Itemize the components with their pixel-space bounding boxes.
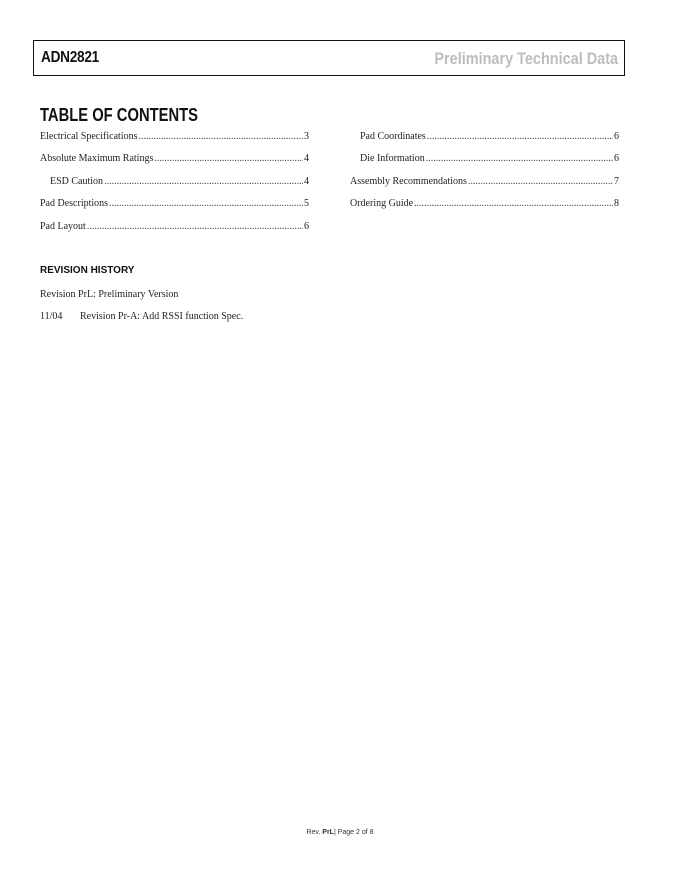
toc-entry-pad-layout[interactable] (40, 221, 309, 243)
toc-entry-label: Pad Descriptions (40, 198, 109, 210)
document-status: Preliminary Technical Data (434, 49, 618, 68)
toc-entry-label: Assembly Recommendations (350, 175, 467, 187)
toc-entry-ordering-guide[interactable] (350, 198, 619, 220)
toc-entry-page: 3 (304, 131, 309, 142)
page-header (33, 40, 625, 76)
toc-entry-pad-descriptions[interactable] (40, 198, 309, 220)
footer-rev-prefix: Rev. (306, 829, 323, 836)
toc-leader (414, 198, 613, 209)
toc-leader (87, 221, 303, 232)
toc-entry-label: Ordering Guide (350, 198, 414, 210)
toc-leader (427, 131, 613, 142)
toc-right-column (350, 131, 619, 221)
toc-heading: TABLE OF CONTENTS (40, 105, 198, 125)
toc-entry-die-information[interactable] (350, 153, 619, 175)
revision-text: Revision PrL: Preliminary Version (40, 289, 179, 300)
toc-leader (468, 176, 613, 187)
toc-entry-electrical-specifications[interactable] (40, 131, 309, 153)
toc-entry-label: Electrical Specifications (40, 131, 138, 142)
toc-entry-label: Absolute Maximum Ratings (40, 153, 154, 165)
toc-entry-label: ESD Caution (50, 175, 104, 187)
revision-date: 11/04 (40, 311, 63, 322)
toc-leader (426, 153, 613, 164)
toc-entry-label: Pad Coordinates (360, 131, 426, 142)
toc-leader (104, 176, 303, 187)
toc-left-column (40, 131, 309, 243)
revision-history-heading: REVISION HISTORY (40, 265, 135, 276)
revision-entry (40, 311, 243, 322)
toc-leader (154, 153, 303, 164)
toc-entry-page: 6 (614, 153, 619, 165)
toc-entry-page: 6 (614, 131, 619, 142)
footer-rev-code: PrL (322, 829, 334, 836)
toc-entry-assembly-recommendations[interactable] (350, 176, 619, 198)
toc-entry-page: 4 (304, 153, 309, 165)
toc-entry-label: Die Information (360, 153, 425, 165)
revision-text: Revision Pr-A: Add RSSI function Spec. (80, 311, 244, 322)
toc-entry-page: 4 (304, 175, 309, 187)
toc-leader (138, 131, 303, 142)
toc-entry-page: 7 (614, 175, 619, 187)
toc-entry-esd-caution[interactable] (40, 176, 309, 198)
toc-entry-page: 8 (614, 198, 619, 210)
toc-entry-absolute-maximum-ratings[interactable] (40, 153, 309, 175)
page-footer (0, 829, 680, 836)
toc-entry-page: 6 (304, 220, 309, 232)
part-number: ADN2821 (41, 49, 99, 66)
footer-page-info: | Page 2 of 8 (333, 829, 374, 836)
toc-entry-page: 5 (304, 198, 309, 210)
toc-entry-pad-coordinates[interactable] (350, 131, 619, 153)
revision-entry (40, 289, 178, 300)
toc-leader (109, 198, 303, 209)
toc-entry-label: Pad Layout (40, 220, 86, 232)
